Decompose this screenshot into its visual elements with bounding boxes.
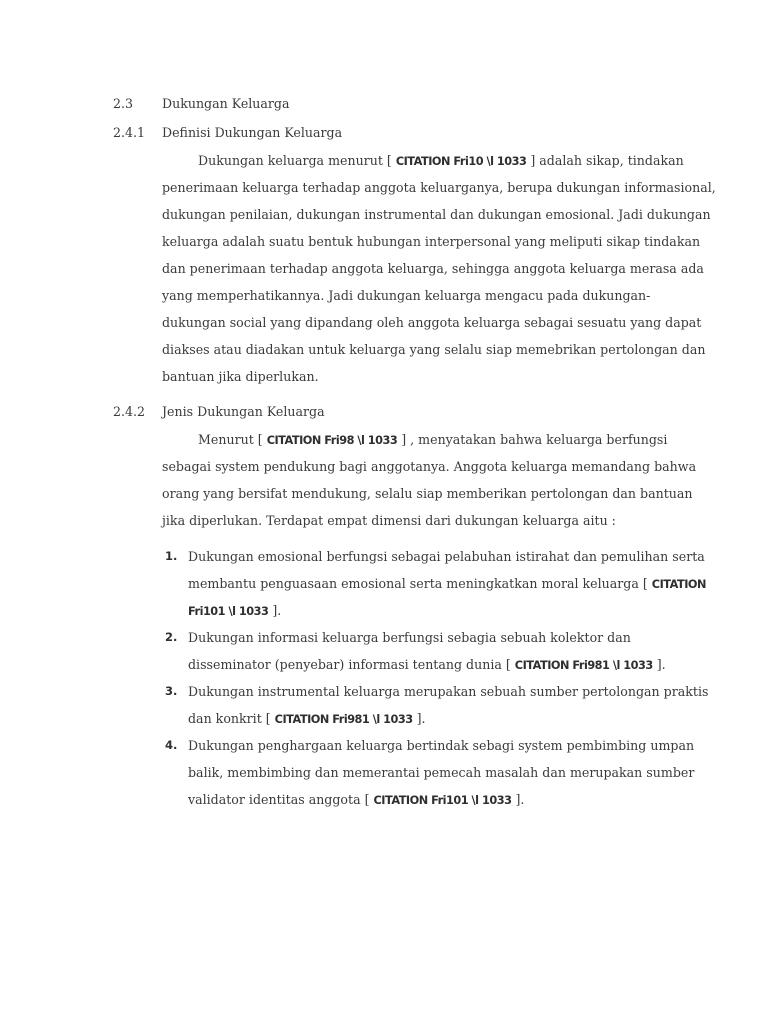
heading-number: 2.3 bbox=[113, 96, 134, 111]
paragraph-jenis bbox=[162, 426, 697, 534]
paragraph-line: diakses atau diadakan untuk keluarga yang selalu siap memebrikan pertolongan dan bbox=[162, 342, 706, 357]
heading-2-3 bbox=[113, 94, 290, 114]
list-marker: 3. bbox=[165, 684, 178, 698]
paragraph-line: yang memperhatikannya. Jadi dukungan keluarga mengacu pada dukungan- bbox=[162, 288, 651, 303]
paragraph-line: sebagai system pendukung bagi anggotanya. Anggota keluarga memandang bahwa bbox=[162, 459, 697, 474]
heading-number: 2.4.2 bbox=[113, 404, 146, 419]
citation-field: CITATION bbox=[651, 578, 706, 591]
paragraph-line: keluarga adalah suatu bentuk hubungan interpersonal yang meliputi sikap tindakan bbox=[162, 234, 701, 249]
citation-field: CITATION Fri98 \l 1033 bbox=[266, 434, 398, 447]
list-line: disseminator (penyebar) informasi tentang dunia [ CITATION Fri981 \l 1033 ]. bbox=[188, 657, 666, 672]
dimension-list bbox=[162, 543, 709, 813]
paragraph-line: jika diperlukan. Terdapat empat dimensi dari dukungan keluarga aitu : bbox=[162, 513, 616, 528]
heading-number: 2.4.1 bbox=[113, 125, 146, 140]
list-line: Dukungan informasi keluarga berfungsi sebagia sebuah kolektor dan bbox=[188, 630, 631, 645]
paragraph-line: dan penerimaan terhadap anggota keluarga, sehingga anggota keluarga merasa ada bbox=[162, 261, 704, 276]
list-line: dan konkrit [ CITATION Fri981 \l 1033 ]. bbox=[188, 711, 426, 726]
list-line: Dukungan emosional berfungsi sebagai pelabuhan istirahat dan pemulihan serta bbox=[188, 549, 705, 564]
list-item bbox=[162, 543, 706, 624]
paragraph-line: dukungan penilaian, dukungan instrumental dan dukungan emosional. Jadi dukungan bbox=[162, 207, 711, 222]
list-item bbox=[162, 678, 709, 732]
paragraph-line: Dukungan keluarga menurut [ CITATION Fri10 \l 1033 ] adalah sikap, tindakan bbox=[198, 153, 684, 168]
list-line: validator identitas anggota [ CITATION Fri101 \l 1033 ]. bbox=[188, 792, 525, 807]
heading-title: Dukungan Keluarga bbox=[162, 96, 290, 111]
paragraph-definisi bbox=[162, 147, 716, 390]
heading-2-4-1 bbox=[113, 123, 342, 143]
paragraph-line: Menurut [ CITATION Fri98 \l 1033 ] , menyatakan bahwa keluarga berfungsi bbox=[198, 432, 668, 447]
list-marker: 4. bbox=[165, 738, 178, 752]
paragraph-line: orang yang bersifat mendukung, selalu siap memberikan pertolongan dan bantuan bbox=[162, 486, 693, 501]
heading-title: Jenis Dukungan Keluarga bbox=[162, 404, 325, 419]
list-line: balik, membimbing dan memerantai pemecah masalah dan merupakan sumber bbox=[188, 765, 695, 780]
list-line: Dukungan penghargaan keluarga bertindak sebagi system pembimbing umpan bbox=[188, 738, 695, 753]
list-line: membantu penguasaan emosional serta meningkatkan moral keluarga [ CITATION bbox=[188, 576, 706, 591]
list-item bbox=[162, 732, 695, 813]
heading-title: Definisi Dukungan Keluarga bbox=[162, 125, 343, 140]
paragraph-line: bantuan jika diperlukan. bbox=[162, 369, 319, 384]
list-item bbox=[162, 624, 682, 678]
citation-field: CITATION Fri981 \l 1033 bbox=[514, 659, 653, 672]
paragraph-line: penerimaan keluarga terhadap anggota keluarganya, berupa dukungan informasional, bbox=[162, 180, 716, 195]
paragraph-line: dukungan social yang dipandang oleh anggota keluarga sebagai sesuatu yang dapat bbox=[162, 315, 702, 330]
list-line: Fri101 \l 1033 ]. bbox=[188, 603, 282, 618]
citation-field: Fri101 \l 1033 bbox=[188, 605, 269, 618]
list-marker: 1. bbox=[165, 549, 178, 563]
citation-field: CITATION Fri10 \l 1033 bbox=[395, 155, 527, 168]
heading-2-4-2 bbox=[113, 402, 325, 422]
list-line: Dukungan instrumental keluarga merupakan sebuah sumber pertolongan praktis bbox=[188, 684, 709, 699]
list-marker: 2. bbox=[165, 630, 178, 644]
citation-field: CITATION Fri101 \l 1033 bbox=[373, 794, 512, 807]
citation-field: CITATION Fri981 \l 1033 bbox=[274, 713, 413, 726]
